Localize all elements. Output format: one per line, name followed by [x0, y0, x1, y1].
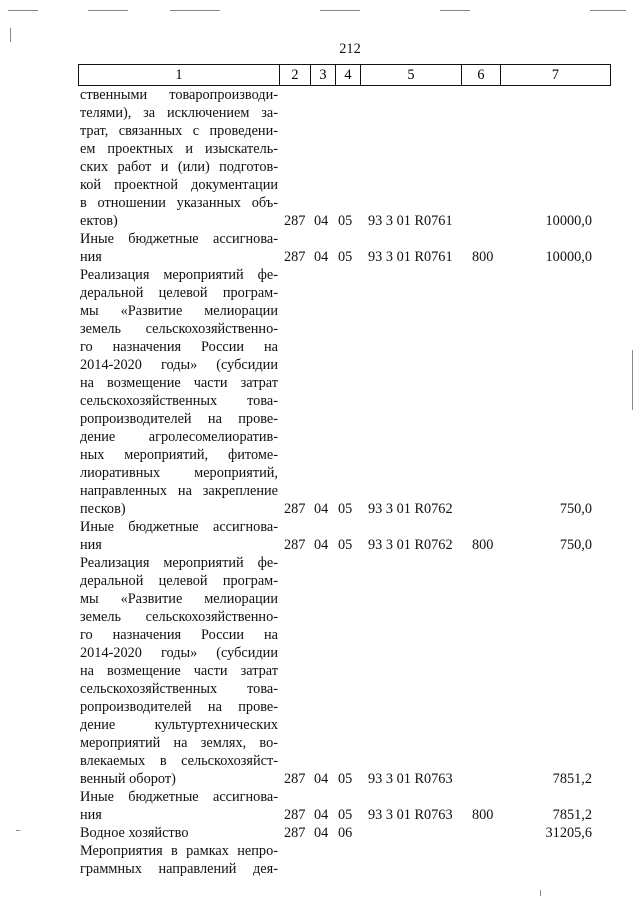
description-line: го назначения России на — [80, 339, 278, 355]
description-line: ем проектных и изыскатель- — [80, 141, 278, 157]
subsection-code: 05 — [338, 213, 353, 229]
description-line: Мероприятия в рамках непро- — [80, 843, 278, 859]
row-description — [80, 554, 278, 788]
scan-speck — [440, 10, 470, 11]
scan-speck — [170, 10, 220, 11]
expense-type-code: 800 — [472, 537, 494, 553]
description-line: венный оборот) — [80, 771, 176, 787]
section-code: 04 — [314, 213, 329, 229]
page-number: 212 — [339, 41, 361, 57]
table-row — [80, 230, 610, 266]
expense-type-code: 800 — [472, 807, 494, 823]
expense-type-code: 800 — [472, 249, 494, 265]
subsection-code: 05 — [338, 537, 353, 553]
table-row — [80, 554, 610, 788]
target-article-code: 93 3 01 R0762 — [368, 537, 453, 553]
column-header-7: 7 — [501, 65, 611, 86]
ministry-code: 287 — [284, 771, 306, 787]
description-line: ропроизводителей на прове- — [80, 411, 278, 427]
subsection-code: 05 — [338, 501, 353, 517]
column-header-1: 1 — [79, 65, 280, 86]
description-line: ственными товаропроизводи- — [80, 87, 278, 103]
description-line: телями), за исключением за- — [80, 105, 278, 121]
column-header-2: 2 — [280, 65, 311, 86]
scan-speck — [632, 350, 633, 410]
ministry-code: 287 — [284, 249, 306, 265]
column-header-3: 3 — [311, 65, 336, 86]
description-line: ния — [80, 249, 102, 265]
row-description — [80, 86, 278, 230]
column-header-5: 5 — [361, 65, 462, 86]
description-line: Реализация мероприятий фе- — [80, 267, 278, 283]
description-line: ния — [80, 807, 102, 823]
scan-speck — [8, 10, 38, 11]
table-row — [80, 518, 610, 554]
description-line: трат, связанных с проведени- — [80, 123, 278, 139]
target-article-code: 93 3 01 R0761 — [368, 249, 453, 265]
ministry-code: 287 — [284, 807, 306, 823]
description-line: земель сельскохозяйственно- — [80, 321, 278, 337]
description-line: сельскохозяйственных това- — [80, 393, 278, 409]
column-header-4: 4 — [336, 65, 361, 86]
scan-speck — [10, 28, 11, 42]
ministry-code: 287 — [284, 501, 306, 517]
ministry-code: 287 — [284, 213, 306, 229]
section-code: 04 — [314, 249, 329, 265]
description-line: влекаемых в сельскохозяйст- — [80, 753, 278, 769]
ministry-code: 287 — [284, 825, 306, 841]
amount: 10000,0 — [545, 213, 592, 229]
scan-speck — [540, 890, 541, 896]
row-description — [80, 788, 278, 824]
amount: 750,0 — [559, 501, 592, 517]
section-code: 04 — [314, 501, 329, 517]
column-header-6: 6 — [462, 65, 501, 86]
description-line: Водное хозяйство — [80, 825, 189, 841]
description-line: ных мероприятий, фитоме- — [80, 447, 278, 463]
description-line: земель сельскохозяйственно- — [80, 609, 278, 625]
amount: 750,0 — [559, 537, 592, 553]
amount: 7851,2 — [552, 771, 592, 787]
description-line: дение агролесомелиоратив- — [80, 429, 278, 445]
target-article-code: 93 3 01 R0763 — [368, 771, 453, 787]
scan-speck — [16, 830, 20, 831]
column-header-table — [78, 64, 611, 86]
description-line: дение культуртехнических — [80, 717, 278, 733]
description-line: Реализация мероприятий фе- — [80, 555, 278, 571]
description-line: Иные бюджетные ассигнова- — [80, 231, 278, 247]
table-row — [80, 788, 610, 824]
description-line: на возмещение части затрат — [80, 663, 278, 679]
table-row — [80, 824, 610, 842]
row-description — [80, 518, 278, 554]
description-line: сельскохозяйственных това- — [80, 681, 278, 697]
description-line: ния — [80, 537, 102, 553]
description-line: песков) — [80, 501, 126, 517]
description-line: мероприятий на землях, во- — [80, 735, 278, 751]
subsection-code: 06 — [338, 825, 353, 841]
description-line: лиоративных мероприятий, — [80, 465, 278, 481]
section-code: 04 — [314, 537, 329, 553]
row-description — [80, 842, 278, 878]
table-row — [80, 86, 610, 230]
scan-speck — [590, 10, 626, 11]
description-line: 2014-2020 годы» (субсидии — [80, 357, 278, 373]
table-row — [80, 266, 610, 518]
target-article-code: 93 3 01 R0762 — [368, 501, 453, 517]
amount: 7851,2 — [552, 807, 592, 823]
row-description — [80, 266, 278, 518]
description-line: мы «Развитие мелиорации — [80, 591, 278, 607]
row-description — [80, 824, 278, 842]
description-line: ских работ и (или) подготов- — [80, 159, 278, 175]
section-code: 04 — [314, 771, 329, 787]
scan-speck — [320, 10, 360, 11]
target-article-code: 93 3 01 R0761 — [368, 213, 453, 229]
amount: 31205,6 — [545, 825, 592, 841]
description-line: го назначения России на — [80, 627, 278, 643]
description-line: направленных на закрепление — [80, 483, 278, 499]
row-description — [80, 230, 278, 266]
description-line: ропроизводителей на прове- — [80, 699, 278, 715]
description-line: деральной целевой програм- — [80, 285, 278, 301]
description-line: деральной целевой програм- — [80, 573, 278, 589]
subsection-code: 05 — [338, 771, 353, 787]
subsection-code: 05 — [338, 807, 353, 823]
description-line: мы «Развитие мелиорации — [80, 303, 278, 319]
description-line: 2014-2020 годы» (субсидии — [80, 645, 278, 661]
description-line: в отношении указанных объ- — [80, 195, 278, 211]
amount: 10000,0 — [545, 249, 592, 265]
subsection-code: 05 — [338, 249, 353, 265]
description-line: ектов) — [80, 213, 118, 229]
target-article-code: 93 3 01 R0763 — [368, 807, 453, 823]
description-line: Иные бюджетные ассигнова- — [80, 789, 278, 805]
ministry-code: 287 — [284, 537, 306, 553]
table-row — [80, 842, 610, 878]
budget-table-body — [80, 86, 610, 878]
description-line: кой проектной документации — [80, 177, 278, 193]
description-line: Иные бюджетные ассигнова- — [80, 519, 278, 535]
section-code: 04 — [314, 825, 329, 841]
description-line: граммных направлений дея- — [80, 861, 278, 877]
scan-speck — [88, 10, 128, 11]
description-line: на возмещение части затрат — [80, 375, 278, 391]
section-code: 04 — [314, 807, 329, 823]
